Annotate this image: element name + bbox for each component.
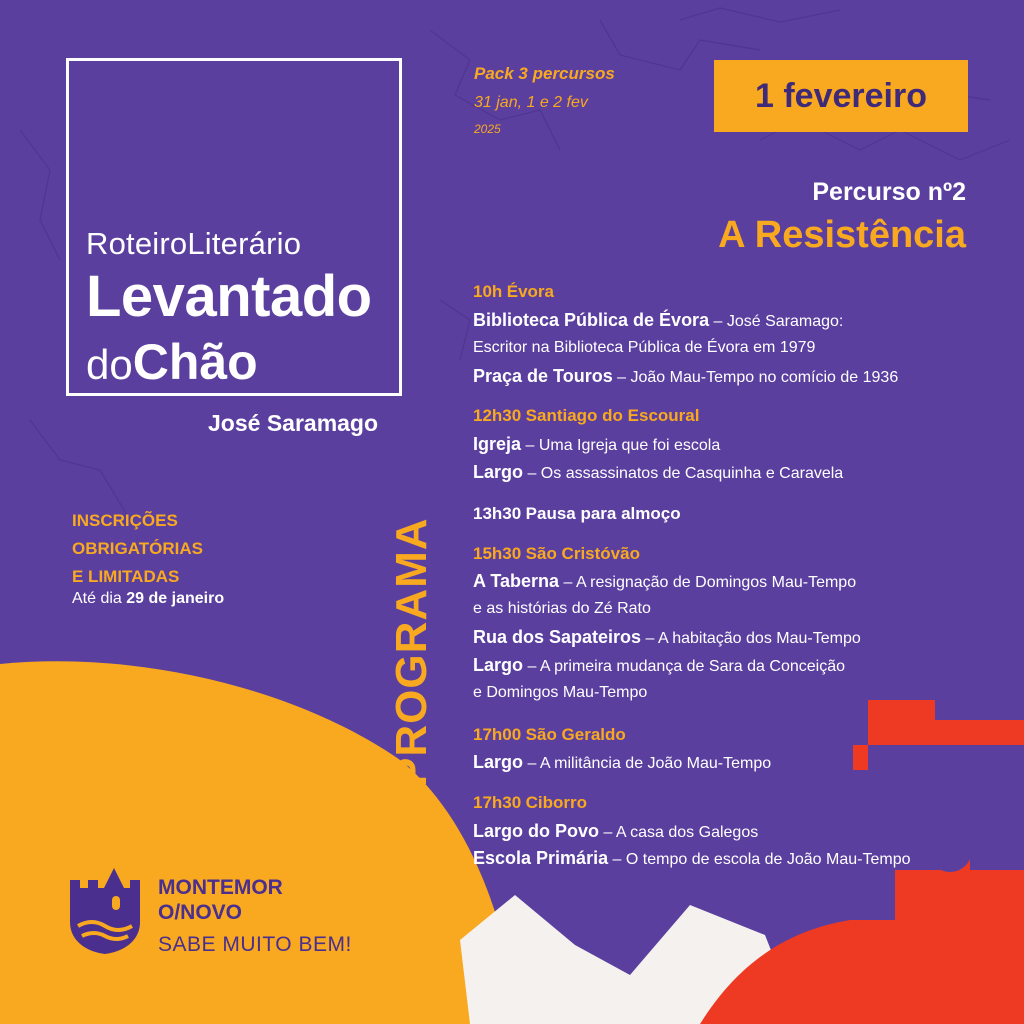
logo-slogan: SABE MUITO BEM! — [158, 933, 352, 956]
program-line — [473, 627, 861, 648]
program-time-heading — [473, 544, 640, 564]
orange-sun-shape — [0, 661, 520, 1024]
title-do: do — [86, 341, 133, 388]
program-pause-heading — [473, 504, 681, 524]
program-time-heading — [473, 282, 554, 302]
pack-title: Pack 3 percursos — [474, 64, 615, 83]
pack-dates: 31 jan, 1 e 2 fev — [474, 94, 588, 111]
title-chao: Chão — [132, 334, 258, 390]
program-line — [473, 339, 815, 357]
program-place: Évora — [506, 282, 554, 301]
registration-line-3: E LIMITADAS — [72, 567, 180, 586]
program-location: Biblioteca Pública de Évora — [473, 310, 710, 330]
program-description: – Uma Igreja que foi escola — [521, 437, 721, 454]
logo-text-montemor: MONTEMOR — [158, 876, 283, 899]
program-continuation: Escritor na Biblioteca Pública de Évora em 1979 — [473, 339, 816, 356]
program-line — [473, 434, 720, 455]
program-place: São Geraldo — [525, 725, 626, 744]
program-description: – A militância de João Mau-Tempo — [523, 755, 772, 772]
program-description: – O tempo de escola de João Mau-Tempo — [608, 851, 911, 868]
program-line — [473, 462, 843, 483]
logo-text-o-novo: O/NOVO — [158, 901, 243, 924]
title-roteiro-literario: RoteiroLiterário — [86, 226, 302, 261]
program-description: – Os assassinatos de Casquinha e Caravela — [523, 465, 844, 482]
percurso-number: Percurso nº2 — [812, 178, 966, 206]
registration-line-2: OBRIGATÓRIAS — [72, 539, 203, 558]
program-line — [473, 310, 843, 331]
program-line — [473, 600, 651, 618]
registration-notice — [72, 507, 203, 591]
program-description: – José Saramago: — [709, 313, 844, 330]
program-continuation: e Domingos Mau-Tempo — [473, 684, 648, 701]
program-location: Praça de Touros — [473, 366, 613, 386]
program-description: – A casa dos Galegos — [599, 824, 759, 841]
registration-line-1: INSCRIÇÕES — [72, 511, 178, 530]
program-location: A Taberna — [473, 571, 560, 591]
program-location: Largo do Povo — [473, 821, 599, 841]
program-time: 13h30 — [473, 504, 522, 523]
program-line — [473, 366, 898, 387]
program-time-heading — [473, 793, 587, 813]
title-do-chao — [86, 332, 258, 405]
title-levantado: Levantado — [86, 264, 372, 329]
program-continuation: e as histórias do Zé Rato — [473, 600, 651, 617]
program-location: Largo — [473, 462, 524, 482]
castle-icon — [66, 862, 148, 956]
percurso-title: A Resistência — [718, 214, 966, 256]
author-name: José Saramago — [208, 410, 379, 436]
program-pause: Pausa para almoço — [525, 504, 681, 523]
programa-vertical-label: PROGRAMA — [387, 517, 436, 787]
program-place: Santiago do Escoural — [525, 406, 700, 425]
program-description: – A primeira mudança de Sara da Conceição — [523, 658, 845, 675]
program-line — [473, 821, 758, 842]
program-line — [473, 684, 647, 702]
date-badge: 1 fevereiro — [714, 60, 968, 132]
pack-year: 2025 — [474, 122, 501, 136]
red-tower-window — [928, 780, 972, 872]
program-description: – A resignação de Domingos Mau-Tempo — [559, 574, 857, 591]
program-time: 12h30 — [473, 406, 522, 425]
program-location: Escola Primária — [473, 848, 609, 868]
program-time: 17h30 — [473, 793, 522, 812]
program-location: Igreja — [473, 434, 522, 454]
program-line — [473, 752, 771, 773]
deadline-prefix: Até dia — [72, 590, 127, 607]
program-time: 15h30 — [473, 544, 522, 563]
deadline-date: 29 de janeiro — [126, 590, 225, 607]
program-description: – A habitação dos Mau-Tempo — [641, 630, 861, 647]
program-description: – João Mau-Tempo no comício de 1936 — [612, 369, 899, 386]
program-line — [473, 655, 845, 676]
program-time: 17h00 — [473, 725, 522, 744]
program-time-heading — [473, 406, 699, 426]
registration-deadline — [72, 590, 224, 608]
program-location: Largo — [473, 752, 524, 772]
program-time: 10h — [473, 282, 503, 301]
program-place: São Cristóvão — [525, 544, 640, 563]
program-location: Rua dos Sapateiros — [473, 627, 642, 647]
program-line — [473, 848, 910, 869]
program-time-heading — [473, 725, 626, 745]
program-line — [473, 571, 856, 592]
program-location: Largo — [473, 655, 524, 675]
program-place: Ciborro — [525, 793, 588, 812]
